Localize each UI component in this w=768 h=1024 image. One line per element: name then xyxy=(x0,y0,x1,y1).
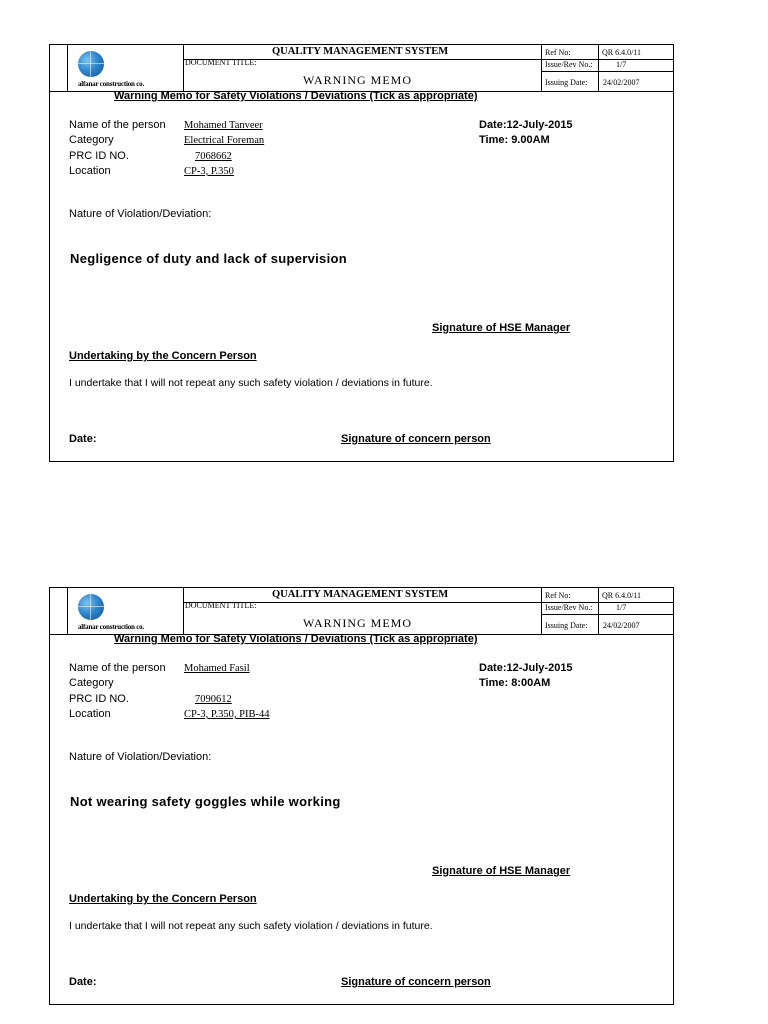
warning-memo-1 xyxy=(49,44,674,462)
prc-id-label: PRC ID NO. xyxy=(69,693,129,705)
memo-time: Time: 8:00AM xyxy=(479,677,551,689)
company-name: alfanar construction co. xyxy=(78,623,145,631)
location-value: CP-3, P.350, PIB-44 xyxy=(184,709,270,720)
issuing-date-value: 24/02/2007 xyxy=(603,621,640,630)
system-title: QUALITY MANAGEMENT SYSTEM xyxy=(272,589,449,600)
nature-text: Not wearing safety goggles while working xyxy=(70,794,341,809)
issuing-date-label: Issuing Date: xyxy=(545,78,588,87)
ref-value: QR 6.4.0/11 xyxy=(602,48,642,57)
undertaking-text: I undertake that I will not repeat any such safety violation / deviations in future. xyxy=(69,377,433,389)
system-title: QUALITY MANAGEMENT SYSTEM xyxy=(272,46,449,57)
issuing-date-value: 24/02/2007 xyxy=(603,78,640,87)
nature-text: Negligence of duty and lack of supervision xyxy=(70,251,347,266)
name-label: Name of the person xyxy=(69,662,166,674)
footer-date-label: Date: xyxy=(69,976,97,988)
category-label: Category xyxy=(69,134,114,146)
issue-label: Issue/Rev No.: xyxy=(545,60,593,69)
issuing-date-label: Issuing Date: xyxy=(545,621,588,630)
name-value: Mohamed Tanveer xyxy=(184,120,263,131)
ref-label: Ref No: xyxy=(545,591,571,600)
memo-header xyxy=(50,45,673,91)
doc-title: WARNING MEMO xyxy=(303,616,412,630)
hse-manager-signature: Signature of HSE Manager xyxy=(432,865,571,877)
location-value: CP-3, P.350 xyxy=(184,166,234,177)
memo-header xyxy=(50,588,673,634)
company-name: alfanar construction co. xyxy=(78,80,145,88)
memo-date: Date:12-July-2015 xyxy=(479,119,573,131)
location-label: Location xyxy=(69,708,111,720)
prc-id-value: 7068662 xyxy=(195,151,232,162)
issue-value: 1/7 xyxy=(616,60,627,69)
prc-id-label: PRC ID NO. xyxy=(69,150,129,162)
name-label: Name of the person xyxy=(69,119,166,131)
concern-person-signature: Signature of concern person xyxy=(341,433,491,445)
doc-title-label: DOCUMENT TITLE: xyxy=(185,601,257,610)
location-label: Location xyxy=(69,165,111,177)
name-value: Mohamed Fasil xyxy=(184,663,250,674)
nature-label: Nature of Violation/Deviation: xyxy=(69,751,212,763)
issue-label: Issue/Rev No.: xyxy=(545,603,593,612)
ref-label: Ref No: xyxy=(545,48,571,57)
category-value: Electrical Foreman xyxy=(184,135,265,146)
ref-value: QR 6.4.0/11 xyxy=(602,591,642,600)
nature-label: Nature of Violation/Deviation: xyxy=(69,208,212,220)
memo-subtitle: Warning Memo for Safety Violations / Deviations (Tick as appropriate) xyxy=(114,90,478,102)
concern-person-signature: Signature of concern person xyxy=(341,976,491,988)
hse-manager-signature: Signature of HSE Manager xyxy=(432,322,571,334)
undertaking-title: Undertaking by the Concern Person xyxy=(69,350,257,362)
doc-title: WARNING MEMO xyxy=(303,73,412,87)
undertaking-text: I undertake that I will not repeat any such safety violation / deviations in future. xyxy=(69,920,433,932)
undertaking-title: Undertaking by the Concern Person xyxy=(69,893,257,905)
memo-date: Date:12-July-2015 xyxy=(479,662,573,674)
footer-date-label: Date: xyxy=(69,433,97,445)
doc-title-label: DOCUMENT TITLE: xyxy=(185,58,257,67)
warning-memo-2 xyxy=(49,587,674,1005)
memo-subtitle: Warning Memo for Safety Violations / Deviations (Tick as appropriate) xyxy=(114,633,478,645)
memo-time: Time: 9.00AM xyxy=(479,134,550,146)
category-label: Category xyxy=(69,677,114,689)
issue-value: 1/7 xyxy=(616,603,627,612)
prc-id-value: 7090612 xyxy=(195,694,232,705)
